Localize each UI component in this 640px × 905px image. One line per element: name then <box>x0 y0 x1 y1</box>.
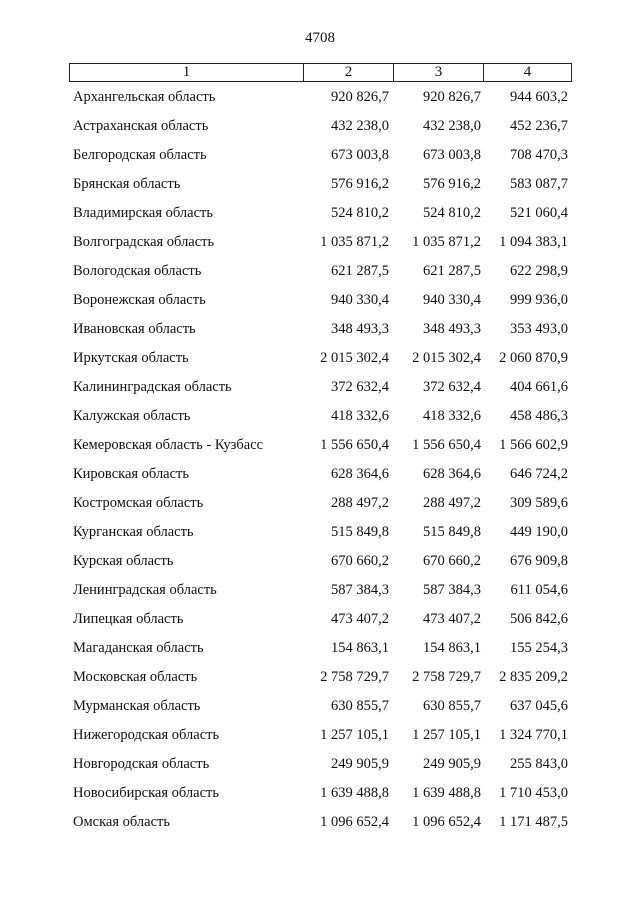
region-name: Курская область <box>73 553 174 569</box>
region-name: Костромская область <box>73 495 204 511</box>
value-column-2: 2 758 729,7 <box>320 669 389 685</box>
value-column-3: 673 003,8 <box>423 147 481 163</box>
region-name: Иркутская область <box>73 350 189 366</box>
region-name: Волгоградская область <box>73 234 215 250</box>
value-column-4: 708 470,3 <box>510 147 568 163</box>
value-column-4: 1 710 453,0 <box>499 785 568 801</box>
value-column-4: 1 324 770,1 <box>499 727 568 743</box>
table-row <box>0 754 640 783</box>
value-column-4: 637 045,6 <box>510 698 568 714</box>
region-name: Брянская область <box>73 176 181 192</box>
value-column-2: 940 330,4 <box>331 292 389 308</box>
column-header-2: 2 <box>303 64 393 81</box>
table-row <box>0 783 640 812</box>
value-column-2: 673 003,8 <box>331 147 389 163</box>
region-name: Белгородская область <box>73 147 207 163</box>
value-column-2: 249 905,9 <box>331 756 389 772</box>
table-row <box>0 145 640 174</box>
value-column-4: 452 236,7 <box>510 118 568 134</box>
value-column-2: 524 810,2 <box>331 205 389 221</box>
region-name: Ивановская область <box>73 321 196 337</box>
table-row <box>0 348 640 377</box>
table-row <box>0 232 640 261</box>
table-row <box>0 696 640 725</box>
region-name: Вологодская область <box>73 263 202 279</box>
value-column-3: 1 639 488,8 <box>412 785 481 801</box>
region-name: Кемеровская область - Кузбасс <box>73 437 264 453</box>
table-row <box>0 87 640 116</box>
value-column-2: 418 332,6 <box>331 408 389 424</box>
value-column-3: 630 855,7 <box>423 698 481 714</box>
table-row <box>0 493 640 522</box>
table-row <box>0 638 640 667</box>
value-column-3: 621 287,5 <box>423 263 481 279</box>
table-header <box>69 63 572 82</box>
value-column-2: 473 407,2 <box>331 611 389 627</box>
table-row <box>0 203 640 232</box>
table-row <box>0 261 640 290</box>
value-column-2: 1 096 652,4 <box>320 814 389 830</box>
column-header-1: 1 <box>182 64 191 80</box>
region-name: Архангельская область <box>73 89 216 105</box>
region-name: Магаданская область <box>73 640 204 656</box>
value-column-3: 576 916,2 <box>423 176 481 192</box>
value-column-3: 2 758 729,7 <box>412 669 481 685</box>
value-column-4: 622 298,9 <box>510 263 568 279</box>
region-name: Калининградская область <box>73 379 232 395</box>
region-name: Курганская область <box>73 524 194 540</box>
region-name: Воронежская область <box>73 292 206 308</box>
value-column-2: 630 855,7 <box>331 698 389 714</box>
table-row <box>0 609 640 638</box>
value-column-3: 1 035 871,2 <box>412 234 481 250</box>
value-column-4: 1 566 602,9 <box>499 437 568 453</box>
value-column-4: 521 060,4 <box>510 205 568 221</box>
value-column-2: 576 916,2 <box>331 176 389 192</box>
value-column-3: 372 632,4 <box>423 379 481 395</box>
table-row <box>0 522 640 551</box>
value-column-3: 348 493,3 <box>423 321 481 337</box>
table-row <box>0 290 640 319</box>
value-column-4: 404 661,6 <box>510 379 568 395</box>
value-column-2: 1 639 488,8 <box>320 785 389 801</box>
column-header-3: 3 <box>393 64 483 81</box>
value-column-2: 348 493,3 <box>331 321 389 337</box>
table-row <box>0 435 640 464</box>
value-column-4: 309 589,6 <box>510 495 568 511</box>
table-row <box>0 406 640 435</box>
column-header-4: 4 <box>483 64 571 81</box>
table-row <box>0 116 640 145</box>
table-row <box>0 377 640 406</box>
value-column-3: 587 384,3 <box>423 582 481 598</box>
value-column-2: 670 660,2 <box>331 553 389 569</box>
table-row <box>0 580 640 609</box>
value-column-3: 920 826,7 <box>423 89 481 105</box>
table-body <box>0 87 640 841</box>
value-column-3: 418 332,6 <box>423 408 481 424</box>
value-column-3: 154 863,1 <box>423 640 481 656</box>
value-column-3: 432 238,0 <box>423 118 481 134</box>
value-column-2: 288 497,2 <box>331 495 389 511</box>
value-column-4: 255 843,0 <box>510 756 568 772</box>
value-column-3: 670 660,2 <box>423 553 481 569</box>
region-name: Московская область <box>73 669 198 685</box>
value-column-4: 1 094 383,1 <box>499 234 568 250</box>
value-column-3: 1 556 650,4 <box>412 437 481 453</box>
value-column-4: 944 603,2 <box>510 89 568 105</box>
value-column-3: 1 096 652,4 <box>412 814 481 830</box>
value-column-3: 1 257 105,1 <box>412 727 481 743</box>
table-row <box>0 319 640 348</box>
value-column-4: 583 087,7 <box>510 176 568 192</box>
value-column-4: 458 486,3 <box>510 408 568 424</box>
value-column-3: 2 015 302,4 <box>412 350 481 366</box>
value-column-3: 249 905,9 <box>423 756 481 772</box>
region-name: Кировская область <box>73 466 190 482</box>
table-row <box>0 174 640 203</box>
value-column-4: 449 190,0 <box>510 524 568 540</box>
value-column-4: 611 054,6 <box>510 582 568 598</box>
region-name: Новосибирская область <box>73 785 219 801</box>
value-column-4: 1 171 487,5 <box>499 814 568 830</box>
value-column-3: 628 364,6 <box>423 466 481 482</box>
value-column-2: 1 257 105,1 <box>320 727 389 743</box>
region-name: Мурманская область <box>73 698 201 714</box>
value-column-2: 2 015 302,4 <box>320 350 389 366</box>
value-column-3: 515 849,8 <box>423 524 481 540</box>
region-name: Владимирская область <box>73 205 213 221</box>
value-column-2: 920 826,7 <box>331 89 389 105</box>
value-column-2: 432 238,0 <box>331 118 389 134</box>
value-column-3: 473 407,2 <box>423 611 481 627</box>
value-column-4: 506 842,6 <box>510 611 568 627</box>
value-column-2: 628 364,6 <box>331 466 389 482</box>
region-name: Ленинградская область <box>73 582 217 598</box>
table-row <box>0 725 640 754</box>
region-name: Астраханская область <box>73 118 209 134</box>
value-column-2: 587 384,3 <box>331 582 389 598</box>
value-column-3: 524 810,2 <box>423 205 481 221</box>
table-row <box>0 551 640 580</box>
value-column-3: 288 497,2 <box>423 495 481 511</box>
region-name: Новгородская область <box>73 756 210 772</box>
value-column-2: 372 632,4 <box>331 379 389 395</box>
value-column-4: 2 835 209,2 <box>499 669 568 685</box>
value-column-2: 1 556 650,4 <box>320 437 389 453</box>
value-column-4: 676 909,8 <box>510 553 568 569</box>
table-row <box>0 812 640 841</box>
value-column-3: 940 330,4 <box>423 292 481 308</box>
value-column-4: 353 493,0 <box>510 321 568 337</box>
value-column-4: 646 724,2 <box>510 466 568 482</box>
region-name: Нижегородская область <box>73 727 220 743</box>
value-column-4: 2 060 870,9 <box>499 350 568 366</box>
value-column-4: 155 254,3 <box>510 640 568 656</box>
region-name: Липецкая область <box>73 611 184 627</box>
region-name: Омская область <box>73 814 170 830</box>
value-column-2: 1 035 871,2 <box>320 234 389 250</box>
page-number: 4708 <box>305 30 335 46</box>
value-column-2: 154 863,1 <box>331 640 389 656</box>
value-column-2: 621 287,5 <box>331 263 389 279</box>
table-row <box>0 464 640 493</box>
value-column-2: 515 849,8 <box>331 524 389 540</box>
table-row <box>0 667 640 696</box>
value-column-4: 999 936,0 <box>510 292 568 308</box>
region-name: Калужская область <box>73 408 191 424</box>
